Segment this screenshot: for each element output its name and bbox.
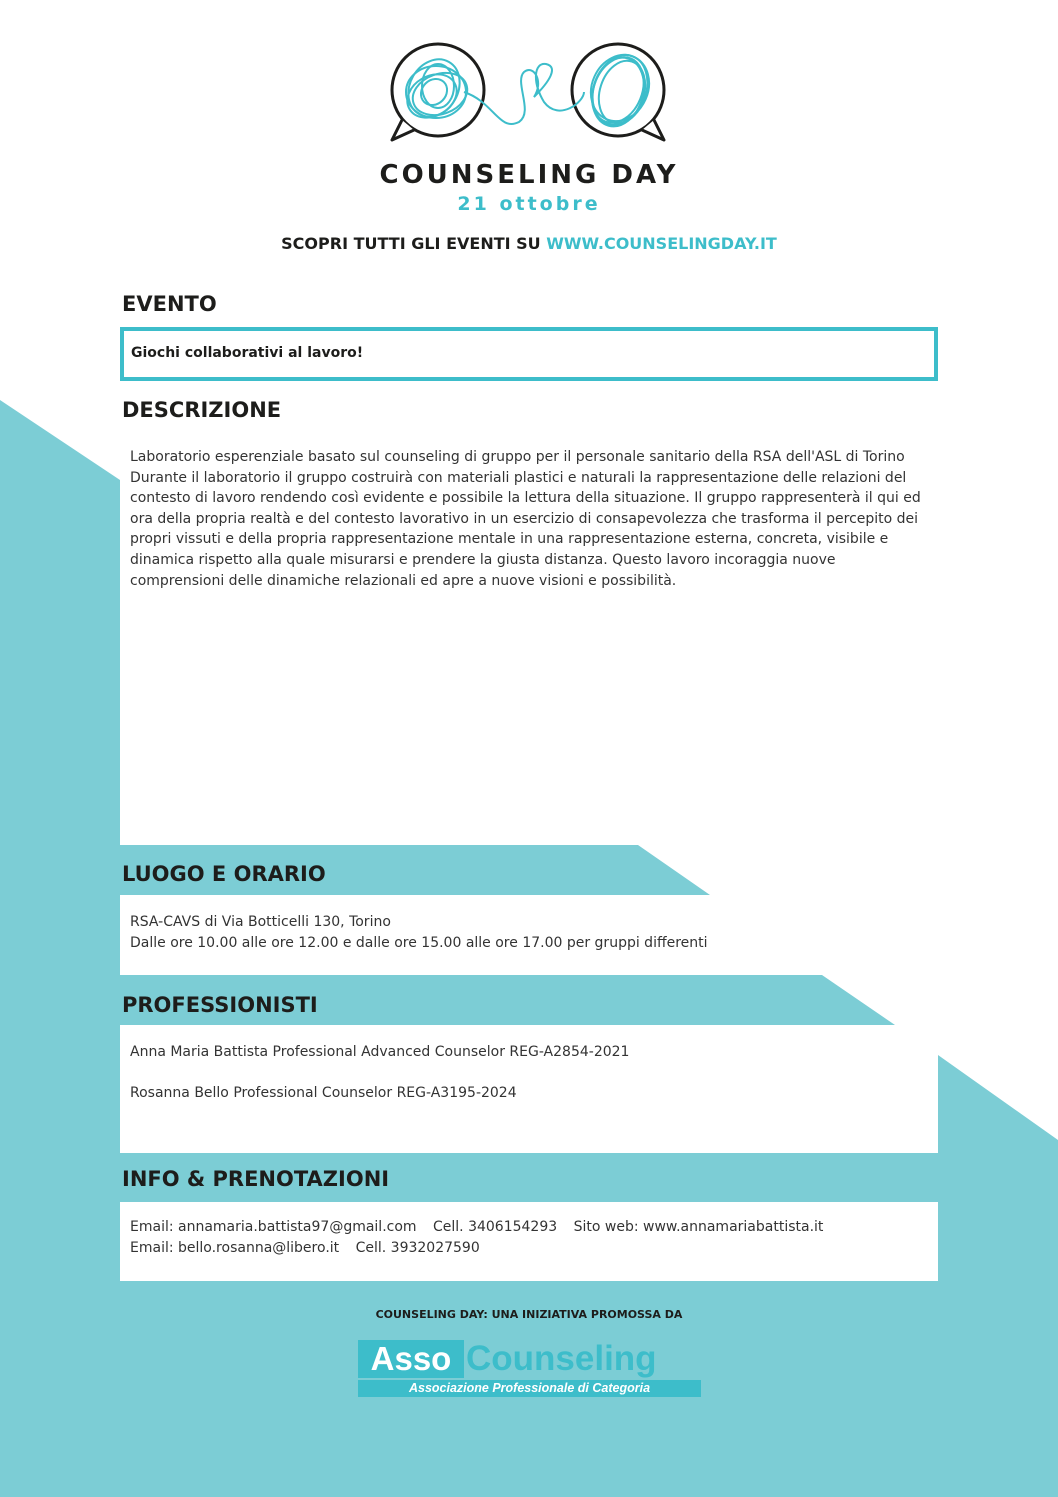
contact-row — [130, 1238, 930, 1259]
info-text — [130, 1217, 930, 1258]
professional-item: Anna Maria Battista Professional Advanced Counselor REG-A2854-2021 — [130, 1044, 630, 1060]
footer-note: COUNSELING DAY: UNA INIZIATIVA PROMOSSA DA — [375, 1308, 683, 1321]
logo-tagline: Associazione Professionale di Categoria — [358, 1380, 701, 1397]
event-heading: EVENTO — [122, 292, 217, 316]
description-line: Laboratorio esperenziale basato sul counseling di gruppo per il personale sanitario della RSA dell'ASL di Torino — [130, 449, 905, 465]
promo-prefix: SCOPRI TUTTI GLI EVENTI SU — [281, 234, 547, 253]
info-heading: INFO & PRENOTAZIONI — [122, 1167, 390, 1191]
professional-item: Rosanna Bello Professional Counselor REG-A3195-2024 — [130, 1084, 517, 1101]
event-box — [120, 327, 938, 381]
description-line: ora della propria realtà e del contesto lavorativo in un esercizio di consapevolezza che trasforma il percepito dei — [130, 510, 919, 527]
description-line: propri vissuti e della propria rappresentazione mentale in una rappresentazione esterna, concreta, visibile e — [130, 531, 889, 548]
promo-line — [0, 234, 1058, 253]
place-hours: Dalle ore 10.00 alle ore 12.00 e dalle ore 15.00 alle ore 17.00 per gruppi differenti — [130, 934, 708, 951]
contact-cell: Cell. 3406154293 — [433, 1219, 558, 1235]
counseling-day-logo-icon — [384, 42, 674, 146]
contact-row — [130, 1217, 930, 1238]
description-line: comprensioni delle dinamiche relazionali ed apre a nuove visioni e possibilità. — [130, 572, 677, 589]
contact-email[interactable]: Email: annamaria.battista97@gmail.com — [130, 1219, 417, 1235]
contact-website[interactable]: Sito web: www.annamariabattista.it — [573, 1219, 824, 1235]
description-text — [130, 447, 930, 591]
website-link[interactable]: WWW.COUNSELINGDAY.IT — [546, 234, 777, 253]
description-heading: DESCRIZIONE — [122, 398, 282, 422]
description-line: Durante il laboratorio il gruppo costruirà con materiali plastici e naturali la rappresentazione delle relazioni del — [130, 469, 907, 486]
logo-counseling: Counseling — [466, 1339, 657, 1378]
assocounseling-logo — [358, 1340, 703, 1400]
professionals-list — [130, 1042, 930, 1103]
contact-cell: Cell. 3932027590 — [355, 1239, 480, 1256]
contact-email[interactable]: Email: bello.rosanna@libero.it — [130, 1239, 340, 1256]
event-title: Giochi collaborativi al lavoro! — [131, 345, 364, 361]
brand-date: 21 ottobre — [457, 193, 601, 215]
brand-title: COUNSELING DAY — [379, 160, 679, 190]
description-line: contesto di lavoro rendendo così evidente e possibile la lettura della situazione. Il gruppo rappresenterà il qui ed — [130, 490, 921, 507]
place-address: RSA-CAVS di Via Botticelli 130, Torino — [130, 914, 391, 930]
professionals-heading: PROFESSIONISTI — [122, 993, 318, 1017]
place-text — [130, 912, 930, 953]
logo-asso: Asso — [358, 1340, 464, 1378]
place-heading: LUOGO E ORARIO — [122, 862, 326, 886]
description-line: dinamica rispetto alla quale misurarsi e prendere la giusta distanza. Questo lavoro incoraggia nuove — [130, 551, 836, 568]
